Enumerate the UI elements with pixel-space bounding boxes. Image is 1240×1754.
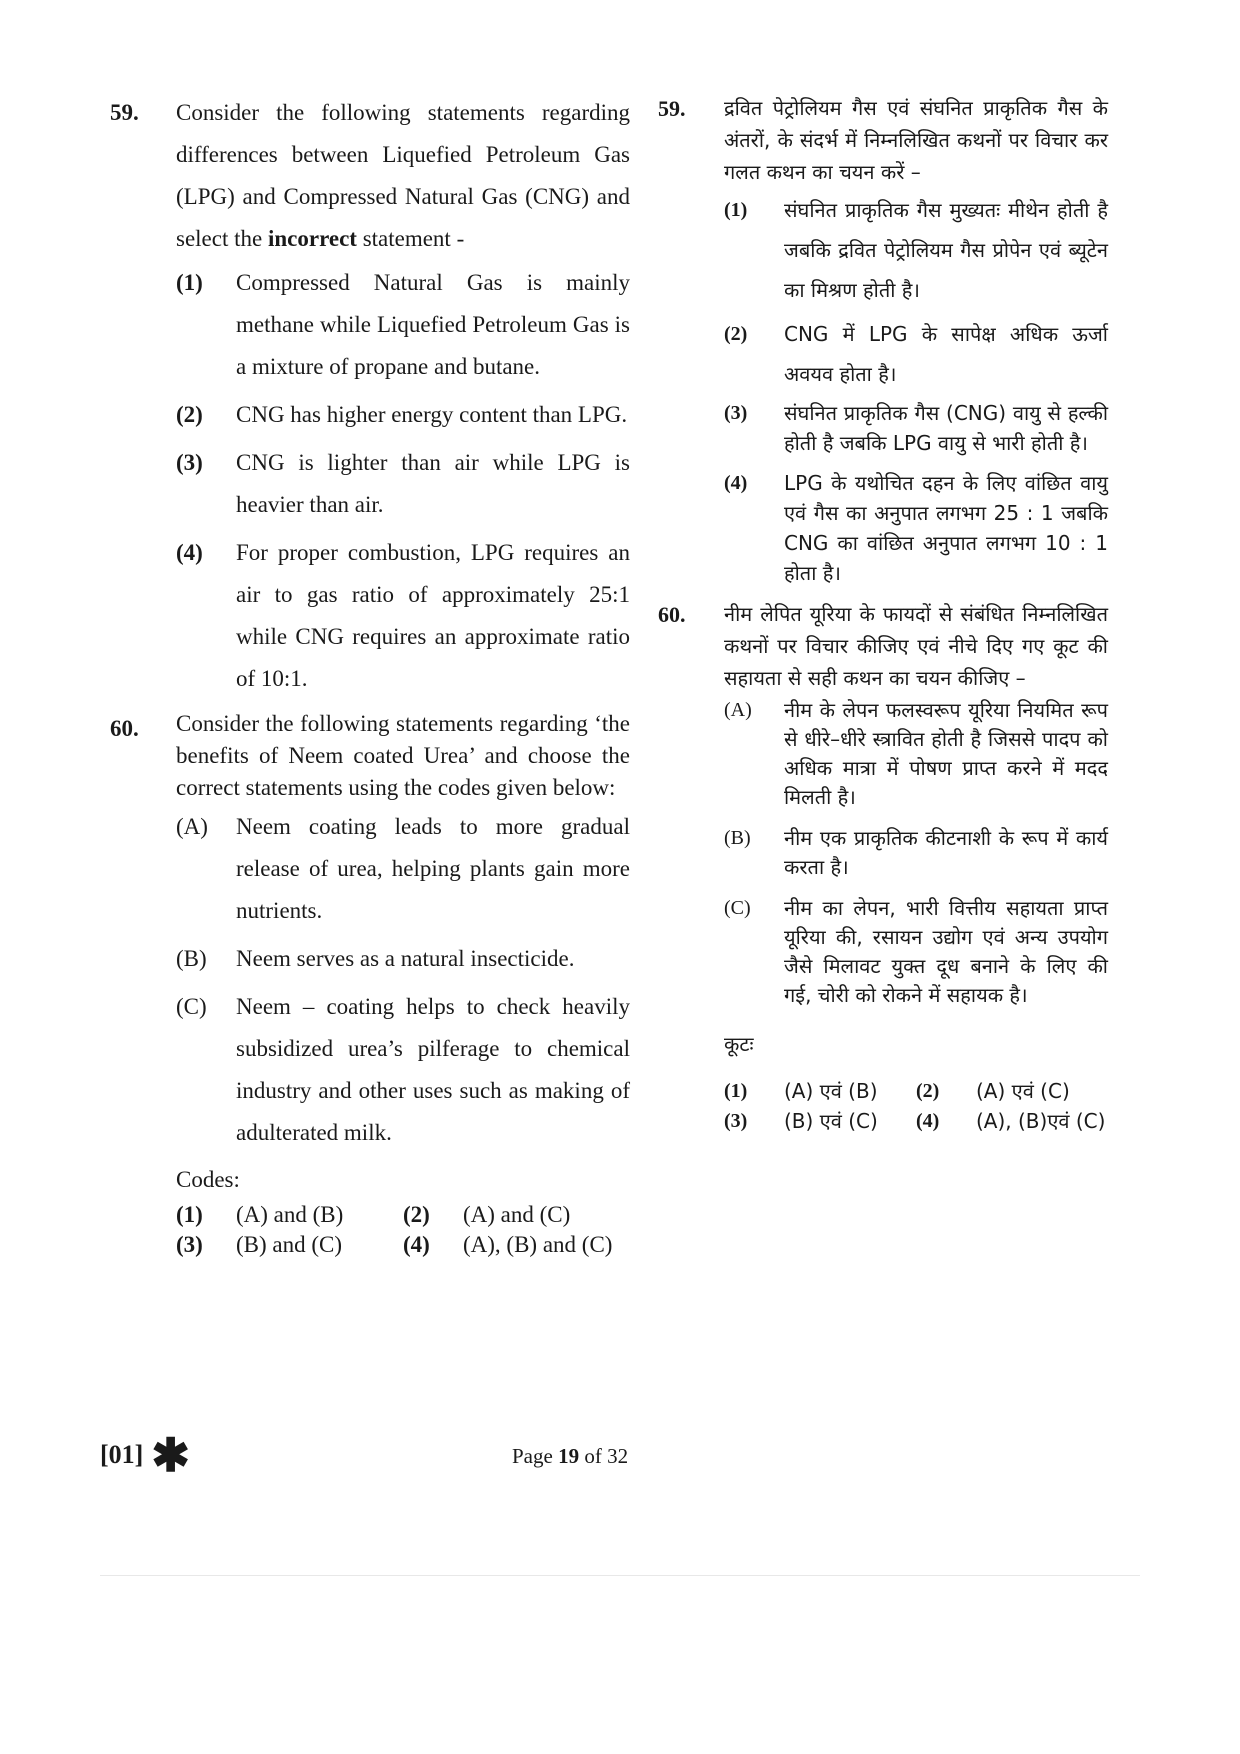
options-list	[724, 190, 1108, 588]
question-number: 60.	[110, 716, 139, 741]
option-2: (2) CNG has higher energy content than LPG.	[176, 402, 628, 427]
statements-list	[176, 806, 630, 1154]
statement-b: (B) नीम एक प्राकृतिक कीटनाशी के रूप में कार्य करता है।	[724, 826, 1108, 879]
star-icon: ✱	[151, 1430, 190, 1481]
statement-c: (C) नीम का लेपन, भारी वित्तीय सहायता प्राप्त यूरिया की, रसायन उद्योग एवं अन्य उपयोग जैसे मिलावट युक्त दूध बनाने के लिए की गई, चोरी को रोकने में सहायक है।	[724, 896, 1108, 1007]
codes-label: कूटः	[724, 1032, 754, 1056]
page-number: Page 19 of 32	[512, 1444, 629, 1468]
option-1: (1) संघनित प्राकृतिक गैस मुख्यतः मीथेन होती है जबकि द्रवित पेट्रोलियम गैस प्रोपेन एवं ब्यूटेन का मिश्रण होती है।	[724, 198, 1108, 302]
option-1: (1) Compressed Natural Gas is mainly methane while Liquefied Petroleum Gas is a mixture of propane and butane.	[176, 270, 630, 379]
statement-b: (B) Neem serves as a natural insecticide.	[176, 946, 575, 971]
code-4: (4) (A), (B)एवं (C)	[916, 1109, 1106, 1133]
question-number: 59.	[658, 96, 686, 121]
codes-label: Codes:	[176, 1167, 240, 1192]
question-number: 59.	[110, 100, 139, 125]
english-column	[110, 92, 630, 1260]
code-2: (2) (A) and (C)	[403, 1202, 571, 1227]
code-1: (1) (A) and (B)	[176, 1202, 344, 1227]
question-text: द्रवित पेट्रोलियम गैस एवं संघनित प्राकृतिक गैस के अंतरों, के संदर्भ में निम्नलिखित कथनों पर विचार कर गलत कथन का चयन करें –	[724, 96, 1108, 184]
options-list	[176, 262, 630, 700]
code-1: (1) (A) एवं (B)	[724, 1079, 878, 1103]
statement-c: (C) Neem – coating helps to check heavily subsidized urea’s pilferage to chemical industry and other uses such as making of adulterated milk.	[176, 994, 630, 1145]
option-4: (4) For proper combustion, LPG requires an air to gas ratio of approximately 25:1 while CNG requires an approximate ratio of 10:1.	[176, 540, 630, 691]
question-59-hi	[658, 92, 1108, 588]
question-text: Consider the following statements regarding differences between Liquefied Petroleum Gas (LPG) and Compressed Natural Gas (CNG) and select the incorrect statement -	[176, 100, 630, 251]
statements-list	[724, 696, 1108, 1010]
codes-grid	[176, 1200, 630, 1260]
set-code: [01] ✱	[100, 1430, 190, 1481]
question-number: 60.	[658, 602, 686, 627]
emphasis-incorrect: incorrect	[267, 226, 357, 251]
question-60-en	[110, 708, 630, 1260]
question-text: नीम लेपित यूरिया के फायदों से संबंधित निम्नलिखित कथनों पर विचार कीजिए एवं नीचे दिए गए कूट की सहायता से सही कथन का चयन कीजिए –	[724, 602, 1108, 690]
hindi-column	[658, 92, 1108, 1136]
code-2: (2) (A) एवं (C)	[916, 1079, 1070, 1103]
option-3: (3) CNG is lighter than air while LPG is heavier than air.	[176, 450, 630, 517]
option-4: (4) LPG के यथोचित दहन के लिए वांछित वायु एवं गैस का अनुपात लगभग 25 : 1 जबकि CNG का वांछित अनुपात लगभग 10 : 1 होता है।	[724, 471, 1108, 585]
statement-a: (A) नीम के लेपन फलस्वरूप यूरिया नियमित रूप से धीरे–धीरे स्त्रावित होती है जिससे पादप को अधिक मात्रा में पोषण प्राप्त करने में मदद मिलती है।	[724, 698, 1108, 809]
codes-grid	[724, 1076, 1108, 1136]
scan-divider	[100, 1575, 1140, 1576]
question-60-hi	[658, 598, 1108, 1136]
code-4: (4) (A), (B) and (C)	[403, 1232, 613, 1257]
question-59-en	[110, 92, 630, 700]
statement-a: (A) Neem coating leads to more gradual release of urea, helping plants gain more nutrients.	[176, 814, 630, 923]
code-3: (3) (B) and (C)	[176, 1232, 343, 1257]
question-text: Consider the following statements regarding ‘the benefits of Neem coated Urea’ and choose the correct statements using the codes given below:	[176, 711, 630, 800]
page-footer	[100, 1430, 1140, 1490]
option-2: (2) CNG में LPG के सापेक्ष अधिक ऊर्जा अवयव होता है।	[724, 322, 1108, 386]
code-3: (3) (B) एवं (C)	[724, 1109, 878, 1133]
option-3: (3) संघनित प्राकृतिक गैस (CNG) वायु से हल्की होती है जबकि LPG वायु से भारी होती है।	[724, 401, 1108, 455]
